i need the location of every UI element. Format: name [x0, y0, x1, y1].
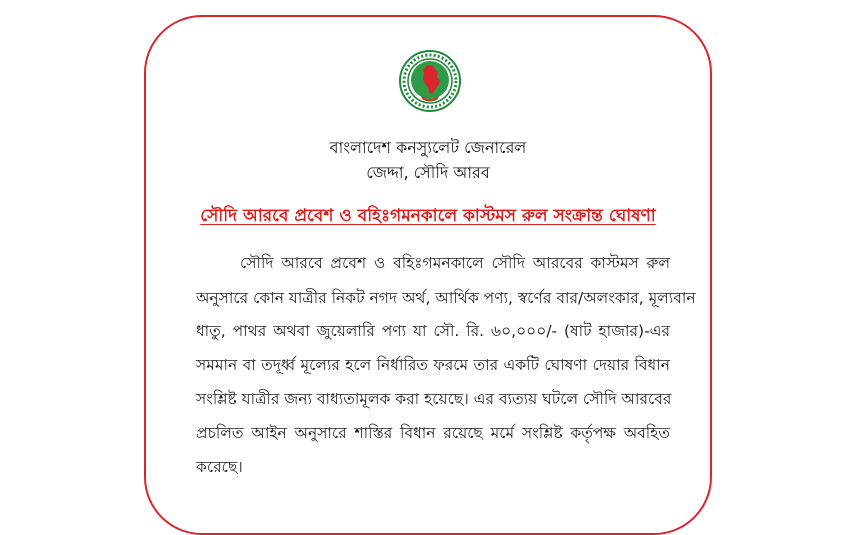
- notice-body-line: করেছে।: [196, 458, 243, 476]
- notice-body-line: সৌদি আরবে প্রবেশ ও বহিঃগমনকালে সৌদি আরবের কাস্টমস রুল: [240, 254, 670, 272]
- notice-body-line: ধাতু, পাথর অথবা জুয়েলারি পণ্য যা সৌ. রি. ৬০,০০০/- (ষাট হাজার)-এর: [196, 322, 670, 340]
- notice-body-line: অনুসারে কোন যাত্রীর নিকট নগদ অর্থ, আর্থিক পণ্য, স্বর্ণের বার/অলংকার, মূল্যবান: [196, 289, 696, 307]
- consulate-name: বাংলাদেশ কনস্যুলেট জেনারেল: [329, 138, 527, 157]
- notice-body-line: প্রচলিত আইন অনুসারে শাস্তির বিধান রয়েছে মর্মে সংশ্লিষ্ট কর্তৃপক্ষ অবহিত: [196, 424, 670, 442]
- consulate-location: জেদ্দা, সৌদি আরব: [366, 163, 490, 182]
- notice-headline: [144, 205, 712, 227]
- notice-headline-text: সৌদি আরবে প্রবেশ ও বহিঃগমনকালে কাস্টমস রুল সংক্রান্ত ঘোষণা: [200, 206, 656, 226]
- bangladesh-government-emblem-icon: [399, 50, 461, 112]
- notice-body-line: সংশ্লিষ্ট যাত্রীর জন্য বাধ্যতামূলক করা হয়েছে। এর ব্যত্যয় ঘটলে সৌদি আরবের: [196, 390, 672, 408]
- notice-body-line: সমমান বা তদূর্ধ্ব মূল্যের হলে নির্ধারিত ফরমে তার একটি ঘোষণা দেয়ার বিধান: [196, 356, 670, 374]
